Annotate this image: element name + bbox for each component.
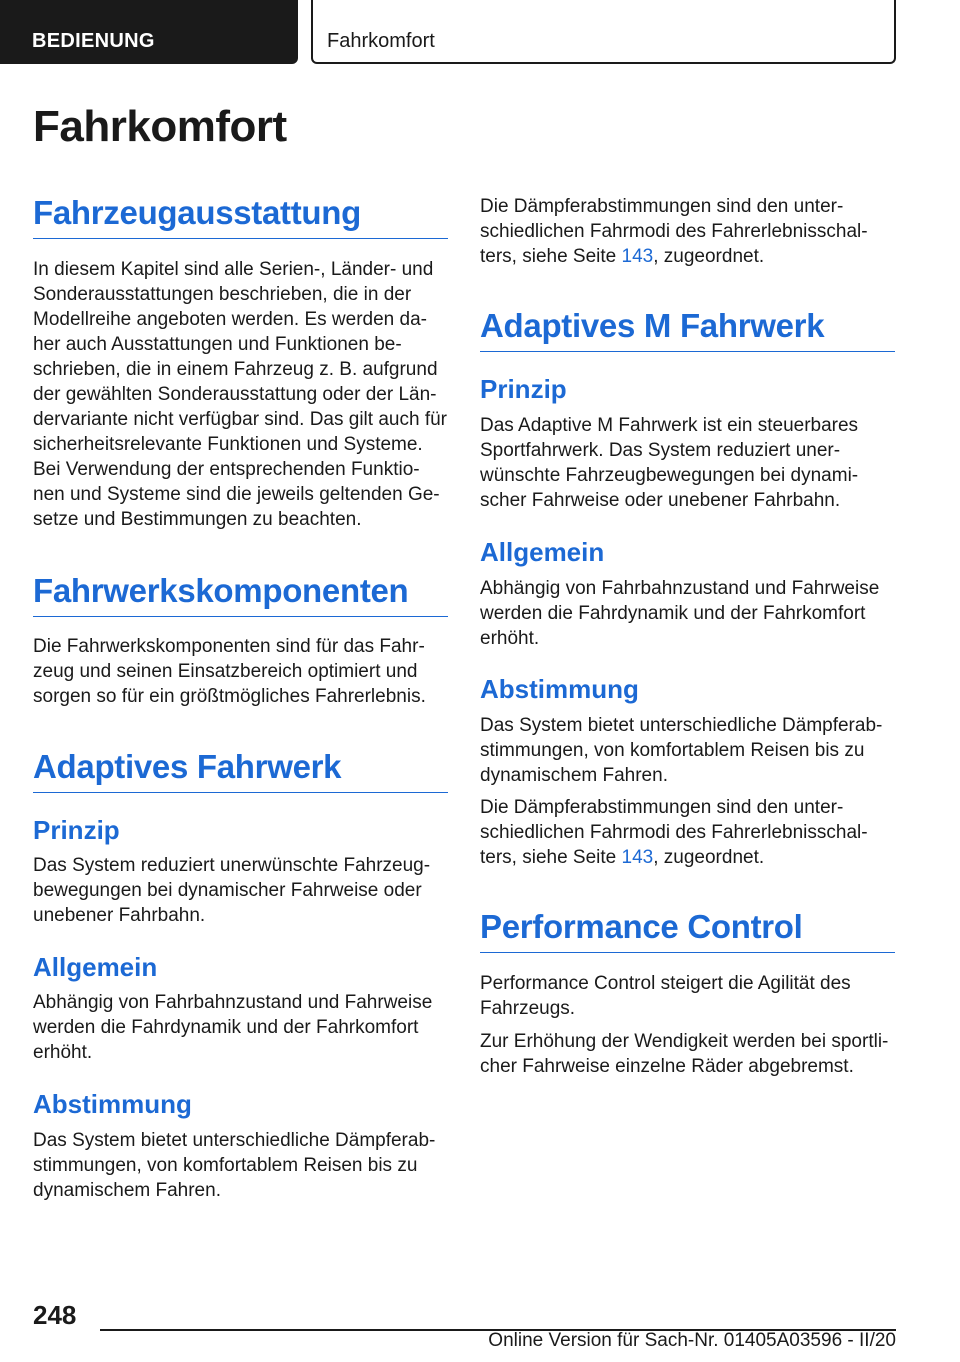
page-title: Fahrkomfort: [33, 102, 287, 151]
section-label: Fahrkomfort: [327, 30, 435, 52]
heading-abstimmung-m: Abstimmung: [480, 674, 639, 704]
heading-abstimmung: Abstimmung: [33, 1089, 192, 1119]
heading-prinzip: Prinzip: [33, 815, 120, 845]
text-fahrzeugausstattung: In diesem Kapitel sind alle Serien-, Länder- und Sonderausstattungen beschrieben, die in der Modellreihe angeboten werden. Es werden da- her auch Ausstattungen und Funktionen be- schrieben, die in einem Fahrzeug z. B. aufgrund der gewählten Sonderausstattung oder der Län- dervariante nicht verfügbar sind. Das gilt auch für sicherheitsrelevante Funktionen und Systeme. Bei Verwendung der entsprechenden Funktio- nen und Systeme sind die jeweils geltenden Ge- setze und Bestimmungen zu beachten.: [33, 259, 447, 530]
footer-version-text: Online Version für Sach-Nr. 01405A03596 - II/20: [488, 1330, 896, 1351]
text-daempfer-continued: Die Dämpferabstimmungen sind den unter- schiedlichen Fahrmodi des Fahrerlebnisschal- ters, siehe Seite 143, zugeordnet.: [480, 196, 868, 267]
text-performance-1: Performance Control steigert die Agilität des Fahrzeugs.: [480, 973, 851, 1019]
chapter-label: BEDIENUNG: [32, 30, 155, 52]
page-link-143-2[interactable]: 143: [621, 847, 654, 868]
heading-adaptives-m-fahrwerk: Adaptives M Fahrwerk: [480, 307, 895, 352]
text-prinzip-m: Das Adaptive M Fahrwerk ist ein steuerbares Sportfahrwerk. Das System reduziert uner- wünschte Fahrzeugbewegungen bei dynami- scher Fahrweise oder unebener Fahrbahn.: [480, 415, 859, 511]
text-fahrwerkskomponenten: Die Fahrwerkskomponenten sind für das Fahr- zeug und seinen Einsatzbereich optimiert und sorgen so für ein größtmögliches Fahrerlebnis.: [33, 636, 426, 707]
heading-performance-control: Performance Control: [480, 908, 895, 953]
heading-fahrwerkskomponenten: Fahrwerkskomponenten: [33, 572, 448, 617]
text-abstimmung-m: Das System bietet unterschiedliche Dämpferab- stimmungen, von komfortablem Reisen bis zu dynamischem Fahren.: [480, 715, 883, 786]
text-abstimmung: Das System bietet unterschiedliche Dämpferab- stimmungen, von komfortablem Reisen bis zu dynamischem Fahren.: [33, 1130, 436, 1201]
page-link-143[interactable]: 143: [621, 246, 654, 267]
heading-adaptives-fahrwerk: Adaptives Fahrwerk: [33, 748, 448, 793]
text-prinzip: Das System reduziert unerwünschte Fahrzeug- bewegungen bei dynamischer Fahrweise oder unebener Fahrbahn.: [33, 855, 431, 926]
text-abstimmung-m-2: Die Dämpferabstimmungen sind den unter- schiedlichen Fahrmodi des Fahrerlebnisschal- ters, siehe Seite 143, zugeordnet.: [480, 797, 868, 868]
page-number: 248: [33, 1300, 77, 1330]
heading-fahrzeugausstattung: Fahrzeugausstattung: [33, 194, 448, 239]
heading-prinzip-m: Prinzip: [480, 374, 567, 404]
heading-allgemein-m: Allgemein: [480, 537, 605, 567]
heading-allgemein: Allgemein: [33, 952, 158, 982]
text-allgemein: Abhängig von Fahrbahnzustand und Fahrweise werden die Fahrdynamik und der Fahrkomfort erhöht.: [33, 992, 433, 1063]
text-allgemein-m: Abhängig von Fahrbahnzustand und Fahrweise werden die Fahrdynamik und der Fahrkomfort erhöht.: [480, 578, 880, 649]
text-performance-2: Zur Erhöhung der Wendigkeit werden bei sportli- cher Fahrweise einzelne Räder abgebremst.: [480, 1031, 889, 1077]
chapter-tab: [0, 0, 298, 64]
section-header: [311, 0, 896, 64]
